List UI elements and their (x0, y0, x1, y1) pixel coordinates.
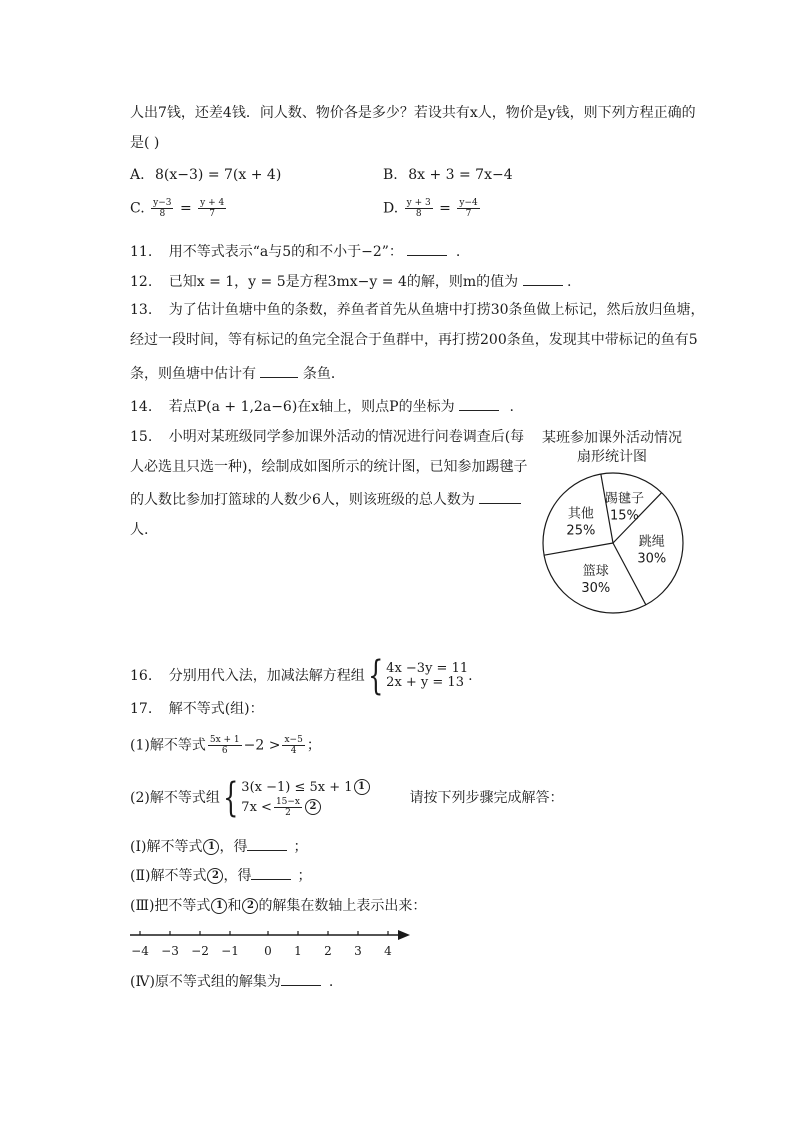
q12: 12. 已知x = 1，y = 5是方程3mx−y = 4的解，则m的值为 . (130, 270, 572, 292)
question-number: 16. (130, 668, 153, 684)
fraction: $\frac{15-x}{2}$ (275, 796, 301, 818)
q10-option-d: D. $\frac{y + 3}{8}$ = $\frac{y-4}{7}$ (383, 198, 478, 219)
pie-slice-label: 踢毽子 (604, 491, 644, 507)
equation-system: 4x −3y = 11 2x + y = 13 (386, 661, 469, 690)
question-number: 11. (130, 244, 153, 260)
q14: 14. 若点P(a + 1,2a−6)在x轴上，则点P的坐标为 . (130, 395, 514, 417)
left-brace: { (222, 775, 239, 821)
q15-line1: 15. 小明对某班级同学参加课外活动的情况进行问卷调查后(每 (130, 429, 525, 445)
pie-chart (530, 425, 700, 620)
question-number: 12. (130, 274, 153, 290)
axis-tick-label: 4 (384, 944, 392, 958)
fraction: $\frac{x-5}{4}$ (284, 735, 303, 756)
answer-blank[interactable] (247, 835, 287, 851)
fraction: $\frac{y-3}{8}$ (153, 198, 172, 219)
axis-tick-label: 2 (324, 944, 332, 958)
q13-line3: 条，则鱼塘中估计有 条鱼． (130, 362, 345, 384)
q15-line2: 人必选且只选一种)，绘制成如图所示的统计图，已知参加踢毽子 (130, 459, 528, 475)
answer-blank[interactable] (251, 864, 291, 880)
axis-tick-label: −2 (191, 944, 209, 958)
axis-arrow-icon (398, 930, 410, 940)
q10-option-c: C. $\frac{y-3}{8}$ = $\frac{y + 4}{7}$ (130, 198, 225, 219)
fraction: $\frac{y-4}{7}$ (459, 198, 478, 219)
pie-slice-value: 30% (581, 581, 611, 597)
circled-one-icon: 1 (354, 779, 370, 795)
question-number: 14. (130, 399, 153, 415)
question-number: 15. (130, 429, 153, 445)
axis-tick-label: 3 (354, 944, 362, 958)
chart-subtitle: 扇形统计图 (577, 449, 647, 465)
q17-step4: (Ⅳ)原不等式组的解集为 . (130, 970, 333, 992)
q13-line1: 13. 为了估计鱼塘中鱼的条数，养鱼者首先从鱼塘中打捞30条鱼做上标记，然后放归鱼塘， (130, 302, 705, 318)
circled-one-icon: 1 (211, 898, 227, 914)
pie-slice-label: 篮球 (582, 564, 609, 580)
answer-blank[interactable] (281, 970, 321, 986)
number-line[interactable] (128, 924, 418, 960)
q17-part2: (2)解不等式组{ 3(x −1) ≤ 5x + 1 1 7x < $\frac{15-x}{2}$ 2 请按下列步骤完成解答： (130, 775, 564, 821)
q13-line2: 经过一段时间，等有标记的鱼完全混合于鱼群中，再打捞200条鱼，发现其中带标记的鱼有5 (130, 332, 698, 348)
q17-step1: (Ⅰ)解不等式 1 ，得 ； (130, 835, 307, 857)
pie-slice-3-boundary (544, 543, 613, 555)
q17-title: 17. 解不等式(组)： (130, 701, 264, 717)
circled-two-icon: 2 (207, 868, 223, 884)
answer-blank[interactable] (260, 362, 298, 378)
q10-option-a: A. 8(x−3) = 7(x + 4) (130, 167, 282, 183)
pie-slice-label: 跳绳 (638, 534, 665, 550)
q15-line4: 人. (130, 522, 149, 538)
fraction: $\frac{y + 4}{7}$ (200, 198, 225, 219)
circled-two-icon: 2 (242, 898, 258, 914)
q16: 16. 分别用代入法，加减法解方程组{ 4x −3y = 11 2x + y = 13 . (130, 653, 473, 699)
pie-slice-label: 其他 (567, 506, 594, 522)
q10-stem-line2: 是( ) (130, 135, 160, 151)
answer-blank[interactable] (479, 488, 521, 504)
pie-slice-value: 30% (637, 551, 667, 567)
q10-option-b: B. 8x + 3 = 7x−4 (383, 167, 513, 183)
pie-slice-value: 25% (566, 523, 596, 539)
question-number: 17. (130, 701, 153, 717)
q17-step3: (Ⅲ)把不等式 1 和 2 的解集在数轴上表示出来： (130, 898, 427, 914)
axis-tick-label: −4 (131, 944, 149, 958)
chart-title: 某班参加课外活动情况 (542, 430, 682, 446)
question-number: 13. (130, 302, 153, 318)
left-brace: { (367, 653, 384, 699)
circled-one-icon: 1 (203, 839, 219, 855)
axis-tick-label: −1 (221, 944, 239, 958)
q11: 11. 用不等式表示“a与5的和不小于−2”： . (130, 240, 460, 262)
pie-slice-value: 15% (610, 508, 639, 524)
q17-step2: (Ⅱ)解不等式 2 ，得 ； (130, 864, 311, 886)
inequality-system: 3(x −1) ≤ 5x + 1 1 7x < $\frac{15-x}{2}$ 2 (241, 779, 369, 818)
q10-stem-line1: 人出7钱，还差4钱．问人数、物价各是多少？若设共有x人，物价是y钱，则下列方程正确的 (130, 105, 696, 121)
answer-blank[interactable] (407, 240, 447, 256)
circled-two-icon: 2 (305, 799, 321, 815)
axis-tick-label: −3 (161, 944, 179, 958)
fraction: $\frac{y + 3}{8}$ (406, 198, 431, 219)
answer-blank[interactable] (523, 270, 563, 286)
axis-tick-label: 0 (264, 944, 272, 958)
q15-line3: 的人数比参加打篮球的人数少6人，则该班级的总人数为 (130, 488, 521, 510)
q17-part1: (1)解不等式 $\frac{5x + 1}{6}$ −2 > $\frac{x-5}{4}$ ； (130, 735, 321, 756)
fraction: $\frac{5x + 1}{6}$ (209, 735, 240, 756)
axis-tick-label: 1 (294, 944, 302, 958)
answer-blank[interactable] (459, 395, 499, 411)
